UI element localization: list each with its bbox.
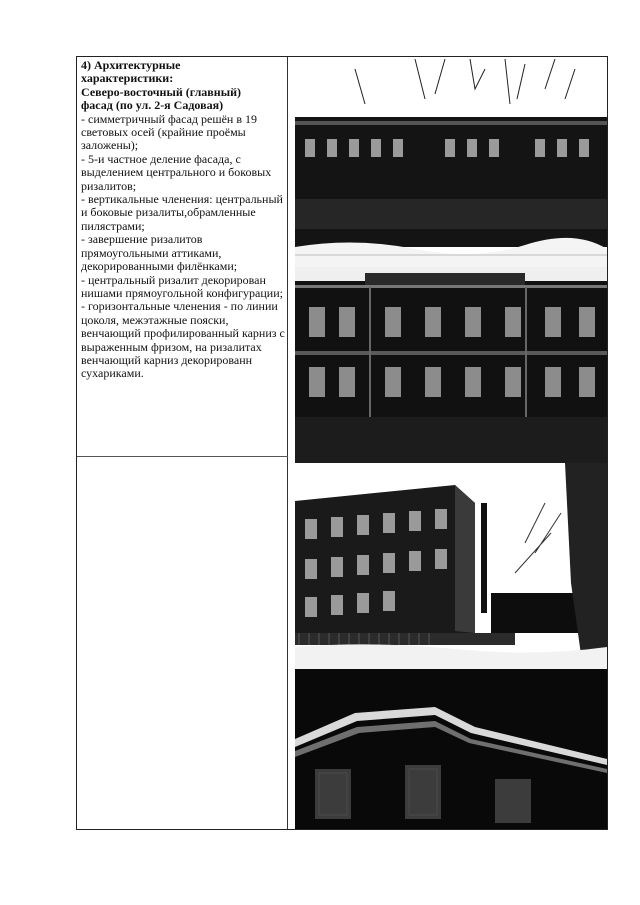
- row-divider: [77, 456, 288, 457]
- facade-photo-3: [295, 463, 607, 669]
- characteristic-item: - центральный ризалит декорирован нишами прямоугольной конфигурации;: [81, 272, 283, 300]
- facade-photo-1-image: [295, 59, 607, 267]
- facade-photo-2: [295, 267, 607, 463]
- heading-line: фасад (по ул. 2-я Садовая): [81, 98, 224, 113]
- document-table: [76, 56, 608, 830]
- facade-photo-3-image: [295, 463, 607, 669]
- facade-photo-4: [295, 669, 607, 829]
- heading-line: 4) Архитектурные: [81, 58, 181, 72]
- characteristic-item: - завершение ризалитов прямоугольными аттиками, декорированными филёнками;: [81, 232, 238, 274]
- facade-photo-4-image: [295, 669, 607, 829]
- heading-line: Северо-восточный (главный): [81, 84, 241, 99]
- column-divider: [287, 57, 288, 829]
- description-cell: [81, 59, 285, 381]
- heading-line: характеристики:: [81, 71, 174, 86]
- characteristic-item: - 5-и частное деление фасада, с выделением центрального и боковых ризалитов;: [81, 151, 272, 193]
- characteristic-item: - симметричный фасад решён в 19 световых осей (крайние проёмы заложены);: [81, 111, 257, 153]
- characteristic-item: - вертикальные членения: центральный и боковые ризалиты,обрамленные пилястрами;: [81, 192, 283, 233]
- characteristic-item: - горизонтальные членения - по линии цоколя, межэтажные пояски, венчающий профилированный карниз с выраженным фризом, на ризалитах венчающий карниз декорированн сухариками.: [81, 299, 285, 381]
- facade-photo-2-image: [295, 267, 607, 463]
- facade-photo-1: [295, 59, 607, 267]
